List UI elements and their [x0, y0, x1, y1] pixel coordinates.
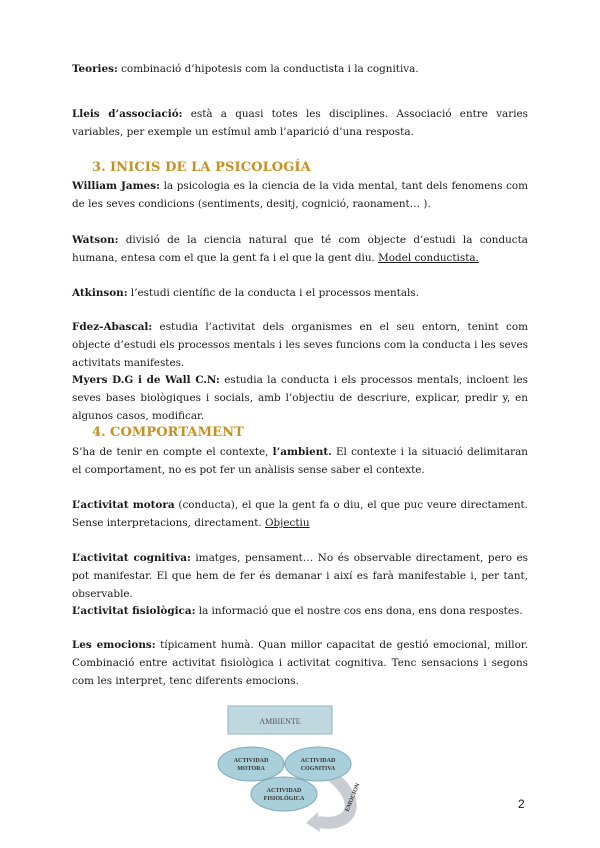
text-comportament-pre: S’ha de tenir en compte el contexte, — [72, 446, 273, 458]
paragraph-abascal — [72, 318, 528, 372]
emocion-label: EMOCION — [344, 782, 362, 813]
term-atkinson: Atkinson: — [72, 287, 128, 299]
emotion-arrow-body — [318, 776, 351, 823]
page-number: 2 — [518, 797, 525, 811]
paragraph-emocions — [72, 636, 528, 690]
paragraph-watson — [72, 231, 528, 267]
cognitiva-label-2: COGNITIVA — [300, 766, 336, 772]
term-fisiologica: L’activitat fisiològica: — [72, 605, 196, 617]
term-ambient: l’ambient. — [272, 446, 332, 458]
emotion-arrowhead-icon — [306, 812, 320, 832]
text-james: la psicologia es la ciencia de la vida mental, tant dels fenomens com de les seves condicions (sentiments, desitj, cognició, raonament… ). — [72, 180, 529, 210]
behavior-diagram — [214, 704, 394, 836]
section-heading-3 — [92, 160, 311, 175]
link-model-conductista[interactable]: Model conductista. — [378, 252, 479, 264]
text-abascal: estudia l’activitat dels organismes en el seu entorn, tenint com objecte d’estudi els processos mentals i les seves funcions com la conducta i les seves activitats manifestes. — [72, 321, 528, 369]
term-myers: Myers D.G i de Wall C.N: — [72, 374, 220, 386]
term-motora: L’activitat motora — [72, 499, 175, 511]
paragraph-lleis — [72, 105, 528, 141]
text-comportament-post: El contexte i la situació delimitaran el comportament, no es pot fer un anàlisis sense saber el contexte. — [72, 446, 528, 476]
term-teories: Teories: — [72, 63, 118, 75]
text-watson: divisió de la ciencia natural que té com objecte d’estudi la conducta humana, entesa com el que la gent fa i el que la gent diu. — [72, 234, 528, 264]
text-lleis: està a quasi totes les disciplines. Associació entre varies variables, per exemple un estímul amb l’aparició d’una resposta. — [72, 108, 528, 138]
term-cognitiva: L’activitat cognitiva: — [72, 552, 191, 564]
ellipse-fisiologica — [251, 777, 317, 811]
text-motora: (conducta), el que la gent fa o diu, el que puc veure directament. Sense interpretacions, directament. — [72, 499, 528, 529]
text-teories: combinació d’hipotesis com la conductista i la cognitiva. — [117, 63, 419, 75]
term-emocions: Les emocions: — [72, 639, 156, 651]
term-abascal: Fdez-Abascal: — [72, 321, 153, 333]
paragraph-fisiologica — [72, 602, 528, 620]
term-james: William James: — [72, 180, 160, 192]
ellipse-motora — [218, 747, 284, 781]
text-atkinson: l’estudi científic de la conducta i el processos mentals. — [127, 287, 420, 299]
term-watson: Watson: — [72, 234, 119, 246]
section-heading-4 — [92, 425, 244, 440]
paragraph-myers — [72, 371, 528, 425]
paragraph-atkinson — [72, 284, 528, 302]
paragraph-teories — [72, 60, 528, 78]
paragraph-james — [72, 177, 528, 213]
motora-label-2: MOTORA — [237, 766, 265, 772]
text-fisiologica: la informació que el nostre cos ens dona, ens dona respostes. — [195, 605, 523, 617]
link-objectiu[interactable]: Objectiu — [264, 517, 310, 529]
section-number-4: 4. — [92, 425, 106, 440]
section-title-3: INICIS DE LA PSICOLOGÍA — [110, 160, 311, 175]
fisiologica-label-1: ACTIVIDAD — [266, 788, 302, 794]
paragraph-cognitiva — [72, 549, 528, 603]
text-cognitiva: imatges, pensament… No és observable directament, pero es pot manifestar. El que hem de fer és demanar i així es farà manifestable i, per tant, observable. — [72, 552, 528, 600]
cognitiva-label-1: ACTIVIDAD — [300, 758, 336, 764]
paragraph-comportament — [72, 443, 528, 479]
motora-label-1: ACTIVIDAD — [233, 758, 269, 764]
section-number-3: 3. — [92, 160, 106, 175]
paragraph-motora — [72, 496, 528, 532]
text-myers: estudia la conducta i els processos mentals, incloent les seves bases biològiques i socials, amb l’objectiu de descriure, explicar, predir y, en algunos casos, modificar. — [72, 374, 528, 422]
fisiologica-label-2: FISIOLÓGICA — [263, 796, 305, 802]
text-emocions: típicament humà. Quan millor capacitat de gestió emocional, millor. Combinació entre activitat fisiològica i activitat cognitiva. Tenc sensacions i segons com les interpret, tenc diferents emocions. — [72, 639, 528, 687]
section-title-4: COMPORTAMENT — [110, 425, 244, 440]
term-lleis: Lleis d’associació: — [72, 108, 183, 120]
ellipse-cognitiva — [285, 747, 351, 781]
ambiente-label: AMBIENTE — [259, 717, 301, 726]
